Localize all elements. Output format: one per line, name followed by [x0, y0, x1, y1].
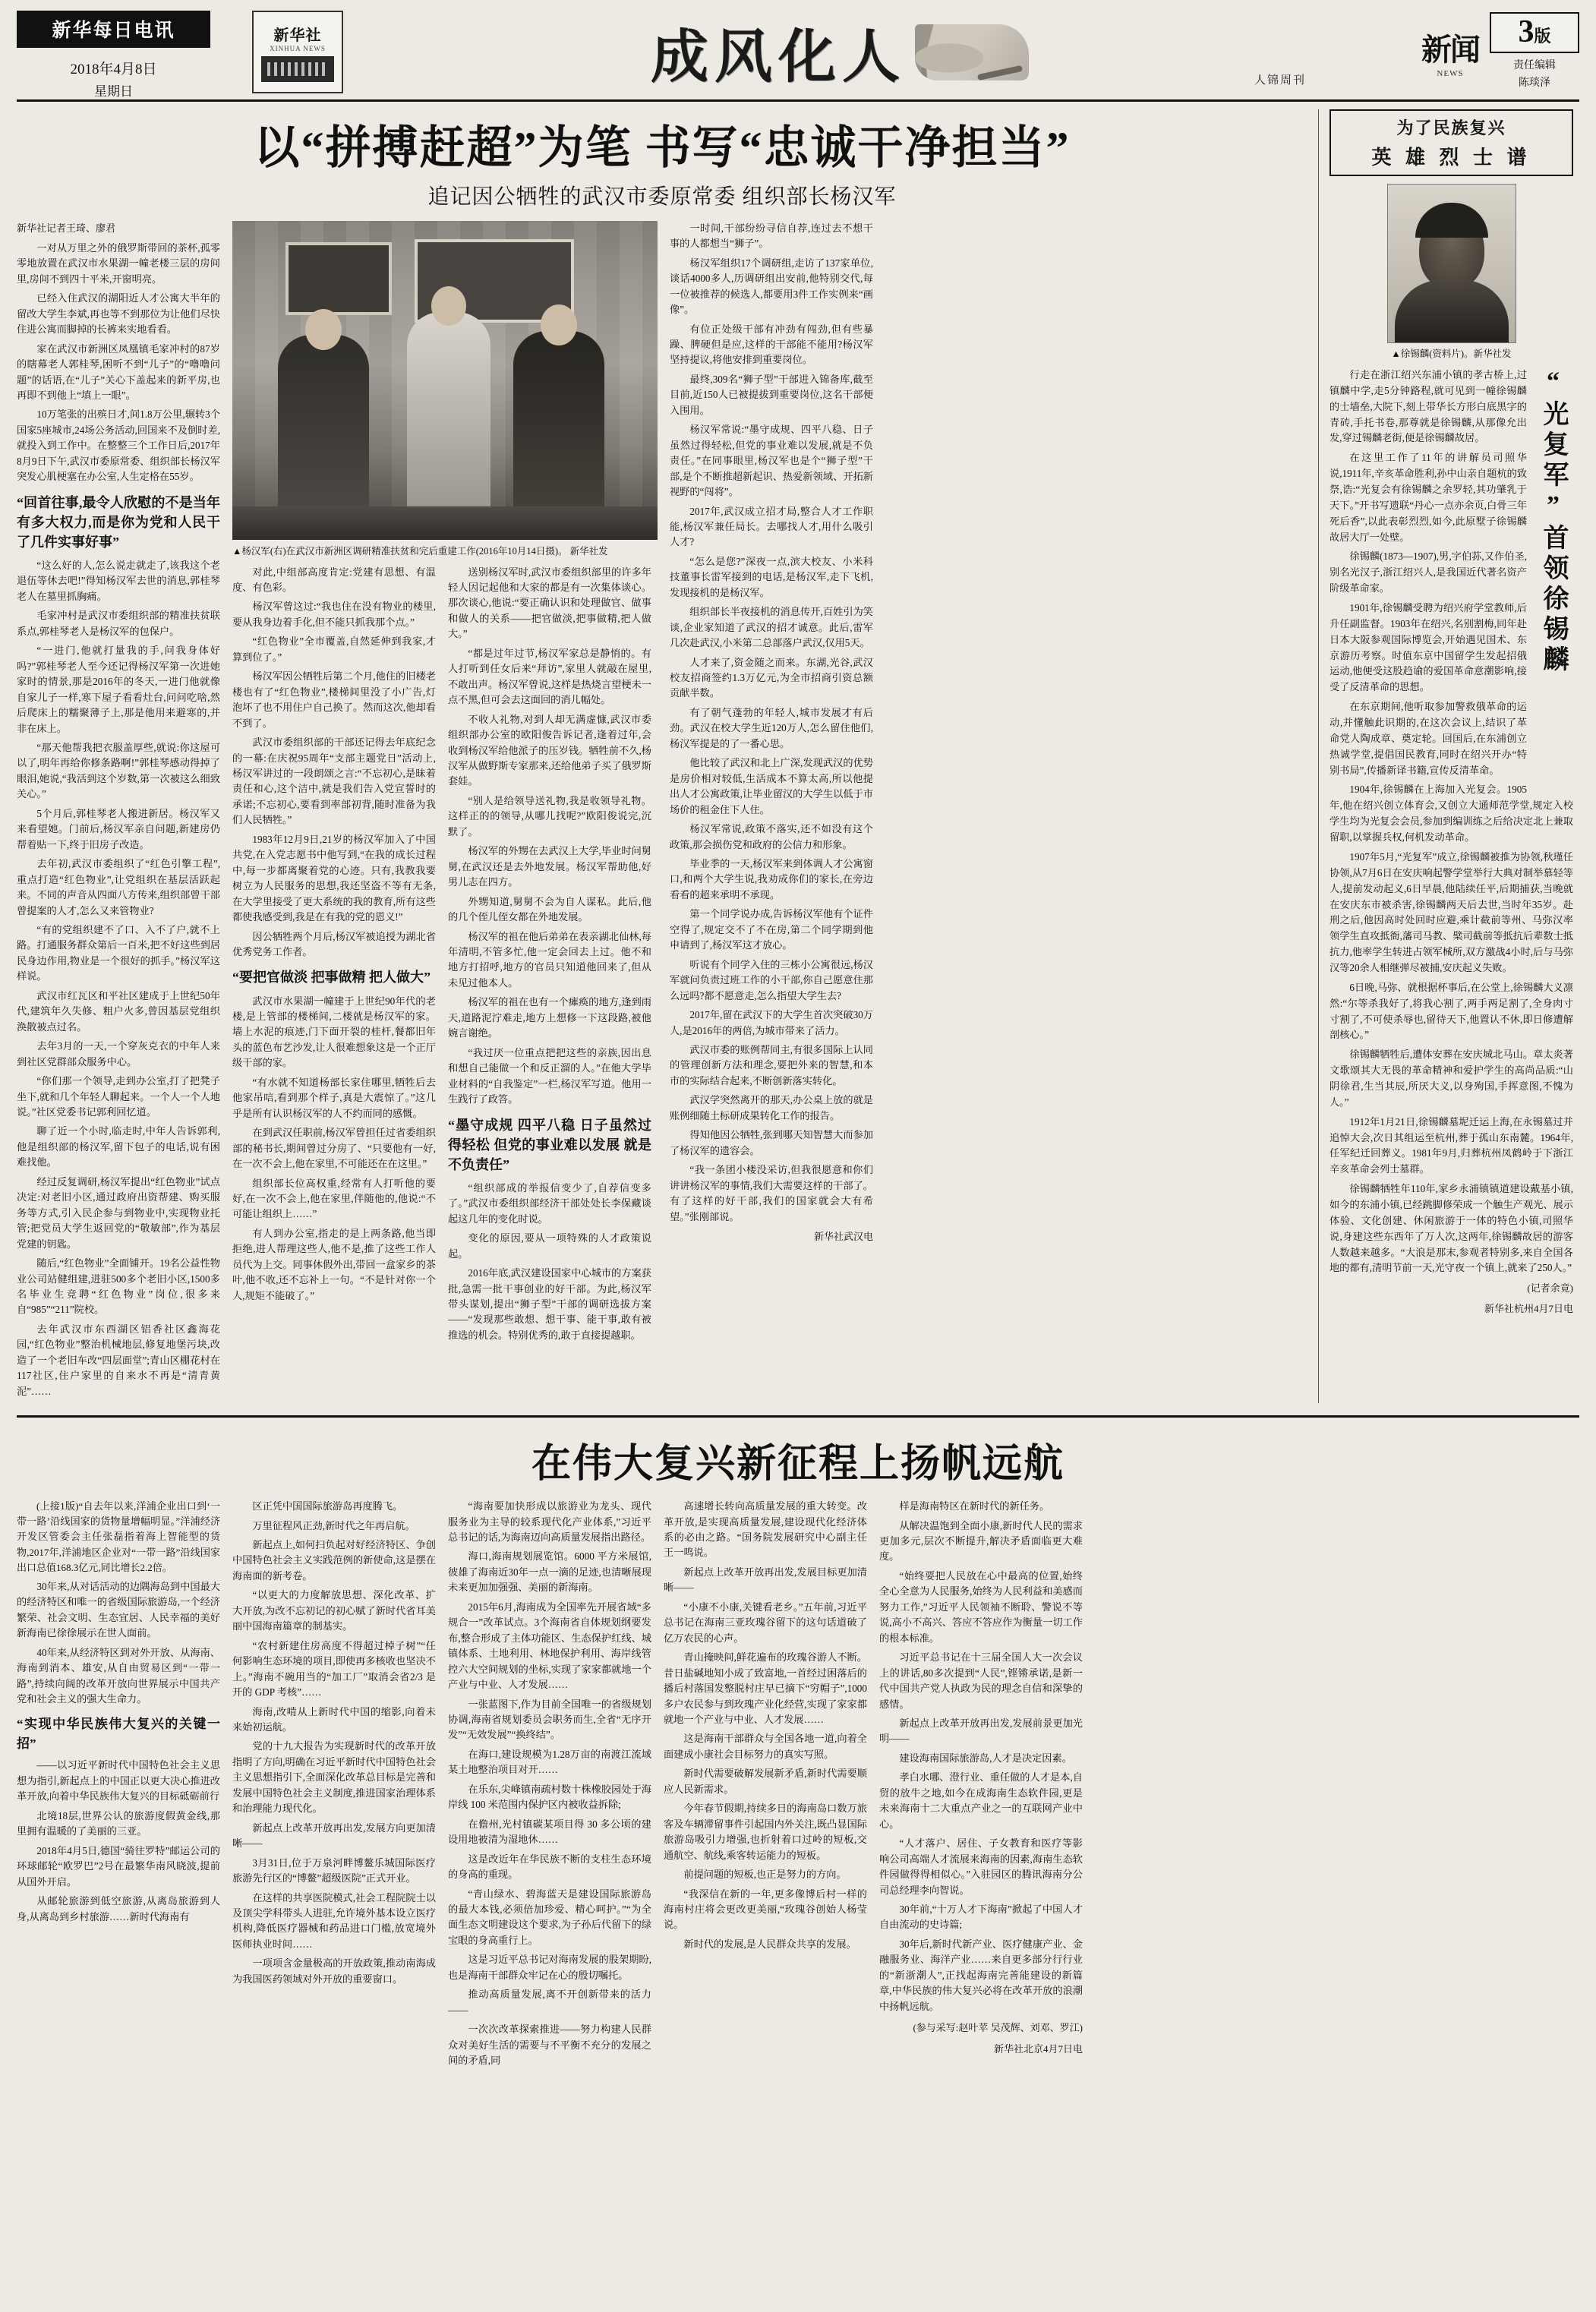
photo-person	[407, 312, 490, 509]
paragraph: 在这里工作了11年的讲解员司照华说,1911年,辛亥革命胜利,孙中山亲自题杭的致祭,诰:“光复会有徐锡麟之余罗轻,其功肇乳于天下。”开书写遗联“丹心一点亦余页,白骨三年死后香”,以此表彰烈烈,如今,此原墅子徐锡麟故居大厅一处壁。	[1329, 452, 1527, 543]
masthead-right	[1329, 11, 1579, 93]
paragraph: 去年初,武汉市委组织了“红色引擎工程”,重点打造“红色物业”,让党组织在基层活跃起来。不同的声音从四面八方传来,组织部曾干部曾提案的人才,怎么又来管物业?	[17, 858, 220, 916]
section-subhead: “要把官做淡 把事做精 把人做大”	[232, 970, 431, 986]
paragraph: 杨汉军的外甥在去武汉上大学,毕业时问舅舅,在武汉还是去外地发展。杨汉军帮助他,好男儿志在四方。	[448, 845, 651, 888]
paragraph: “这么好的人,怎么说走就走了,该我这个老退伍等休去吧!”得知杨汉军去世的消息,郭桂琴老人在墓里抓胸痛。	[17, 560, 220, 602]
bottom-columns	[17, 1499, 1579, 2072]
paragraph: 样是海南特区在新时代的新任务。	[899, 1500, 1050, 1512]
paragraph: 因公牺牲两个月后,杨汉军被追授为湖北省优秀党务工作者。	[232, 930, 436, 957]
lead-subcolumn-b	[448, 565, 651, 1348]
paragraph: 在儋州,光村镇碳某项目得 30 多公顷的建设用地被清为湿地休……	[448, 1818, 651, 1846]
lead-column-2	[232, 221, 658, 1403]
byline: 新华社记者王琦、廖君	[17, 222, 116, 234]
rail-title-line1: 为了民族复兴	[1396, 118, 1506, 137]
paragraph: 人才来了,资金随之而来。东湖,光谷,武汉校友招商签约1.3万亿元,为全市招商引资总额贡献半数。	[670, 656, 873, 699]
agency-name-en: XINHUA NEWS	[270, 44, 326, 52]
paragraph: 外甥知道,舅舅不会为自人谋私。此后,他的几个侄儿侄女都在外地发展。	[448, 895, 651, 923]
paragraph: 听说有个同学入住的三栋小公寓很远,杨汉军就问负责过班工作的小干部,你自己愿意住那么远吗?都不愿意走,怎么指望大学生去?	[670, 958, 873, 1001]
paragraph: 杨汉军的祖在也有一个瘫痪的地方,逢到雨天,道路泥泞难走,地方上想修一下这段路,被他婉言谢绝。	[448, 996, 651, 1039]
paragraph: “你们那一个领导,走到办公室,打了把凳子坐下,就和几个年轻人聊起来。一个人一个人地说。”社区党委书记郭利回忆道。	[17, 1075, 220, 1118]
paragraph: 青山掩映间,鲜花遍布的玫瑰谷游人不断。昔日盐碱地知小成了致富地,一首经过困落后的播后村落国发整脱村庄早已摘下“穷帽子”,1000 多户农民参与到玫瑰产业化经营,实现了家家都就地一个产业与中业、人才发展……	[664, 1651, 867, 1726]
bottom-column-2	[232, 1499, 436, 2072]
paragraph: 新起点上改革开放再出发,发展目标更加清晰——	[664, 1566, 867, 1594]
paragraph: 推动高质量发展,离不开创新带来的活力——	[448, 1989, 651, 2016]
paragraph: 毛家冲村是武汉市委组织部的精准扶贫联系点,郭桂琴老人是杨汉军的包保户。	[17, 610, 220, 637]
paragraph: “怎么是您?”深夜一点,滨大校友、小米科技董事长雷军接到的电话,是杨汉军,走下飞机,发现接机的是杨汉军。	[670, 555, 873, 598]
lead-subcolumn-a	[232, 565, 436, 1348]
paragraph: 在这样的共享医院模式,社会工程院院士以及顶尖学科带头人进驻,允许境外基本设立医疗机构,降低医疗器械和药品进口门槛,放宽境外医师执业时间……	[232, 1891, 436, 1950]
paragraph: “人才落户、居住、子女教育和医疗等影响公司高端人才流展来海南的因素,海南生态软件园做得得相似心。”入驻园区的腾讯海南分公司总经理李向智说。	[879, 1837, 1083, 1896]
paragraph: “以更大的力度解放思想、深化改革、扩大开放,为改不忘初记的初心赋了新时代省耳美丽中国海南篇章的制基实。	[232, 1589, 436, 1632]
paragraph: 家在武汉市新洲区凤凰镇毛家冲村的87岁的瞎幕老人郭桂琴,困听不到“儿子”的“噜噜问题”的话语,在“儿子”关心下盖起来的新平房,也再即不到他上“填上一眼”。	[17, 342, 220, 402]
paragraph: 行走在浙江绍兴东浦小镇的孝古桥上,过镇麟中学,走5分钟路程,就可见到一幢徐锡麟的士墙垒,大院下,刻上带华长方形白底黑字的青砖,手托书卷,那尊就是徐锡麟,从那像允出发,穿过锡麟老街,便是徐锡麟故居。	[1329, 369, 1527, 444]
paragraph: 2017年,留在武汉下的大学生首次突破30万人,是2016年的两倍,为城市带来了活力。	[670, 1009, 873, 1036]
paragraph: 2015年6月,海南成为全国率先开展省域“多规合一”改革试点。3个海南省自体规划纲要发布,整合形成了主体功能区、生态保护红线、城镇体系、土地利用、林地保护利用、海岸线管控六大空间规划的坐标,实现了家家都就地一个产业与中业、人才发展……	[448, 1601, 651, 1691]
lead-columns	[17, 221, 1307, 1403]
paragraph: 随后,“红色物业”全面铺开。19名公益性物业公司站健组建,进驻500多个老旧小区,1500多名毕业生竞聘“红色物业”岗位,很多来自“985”“211”院校。	[17, 1257, 220, 1316]
paragraph: 区正凭中国国际旅游岛再度腾飞。	[252, 1500, 403, 1512]
paragraph: 得知他因公牺牲,张到哪天知智慧大而参加了杨汉军的遗容会。	[670, 1129, 873, 1156]
paragraph: 去年3月的一天,一个穿灰克衣的中年人来到社区党群部众服务中心。	[17, 1040, 220, 1068]
bottom-column-4	[664, 1499, 867, 2072]
bottom-column-3	[448, 1499, 651, 2072]
photo-caption: ▲杨汉军(右)在武汉市新洲区调研精准扶贫和完后重建工作(2016年10月14日摄)。 新华社发	[232, 545, 608, 557]
editor-label: 责任编辑	[1513, 60, 1556, 72]
paragraph: 党的十九大报告为实现新时代的改革开放指明了方向,明确在习近平新时代中国特色社会主义思想指引下,全面深化改革总目标是完善和发展中国特色社会主义制度,推进国家治理体系和治理能力现代化。	[232, 1740, 436, 1815]
brush-illustration-icon	[915, 24, 1029, 80]
main-content	[17, 109, 1579, 1403]
paragraph: “别人是给领导送礼物,我是收领导礼物。这样正的的领导,从哪儿找呢?”欧阳俊说完,沉默了。	[448, 794, 651, 837]
paragraph: 杨汉军曾这过:“我也住在没有物业的楼里,要从我身边着手化,但不能只抓我那个点。”	[232, 601, 436, 628]
paragraph: “组织部成的举报信变少了,自荐信变多了。”武汉市委组织部经济干部处处长李保藏谈起这几年的变化时说。	[448, 1181, 651, 1225]
section-subhead: “回首往事,最令人欣慰的不是当年有多大权力,而是你为党和人民干了几件实事好事”	[17, 494, 220, 550]
paragraph: 在东京期间,他听取参加警救俄革命的运动,并懂触此识期的,在这次会议上,结识了革命党人陶成章、奠定轮。回国后,在东浦创立热诚学堂,提倡国民教育,同时在绍兴开办“特别书局”,传播新译书籍,宣传反清革命。	[1329, 701, 1527, 776]
rail-title-line2: 英 雄 烈 士 谱	[1371, 147, 1531, 169]
paragraph: 1904年,徐锡麟在上海加入光复会。1905年,他在绍兴创立体育会,又创立大通师范学堂,规定入校学生均为光复会会员,参加到编训练之后给决定北上兼取留职,以掌握兵权,何机发动革命。	[1329, 784, 1573, 844]
agency-name-cn: 新华社	[273, 27, 322, 44]
paragraph: “都是过年过节,杨汉军家总是静悄的。有人打听到任女后来“拜访”,家里人就敲在屋里,不敢出声。杨汉军曾说,这样是热烧言望梗未一点不黑,但可会去这面回的消儿幅处。	[448, 647, 651, 706]
page-number-box	[1490, 12, 1579, 53]
paragraph: 30年前,“十万人才下海南”掀起了中国人才自由流动的史诗篇;	[879, 1904, 1083, 1931]
paragraph: 武汉市水果湖一幢建于上世纪90年代的老楼,是上管部的楼梯间,二楼就是杨汉军的家。墙上水泥的痕迹,门下面开裂的桂杆,餐都旧年头的蓝色布艺沙发,让人很难想象这是一个正厅级干部的家。	[232, 995, 436, 1069]
portrait-body	[1395, 280, 1509, 342]
paragraph: 40年来,从经济特区到对外开放、从海南、海南到消本、雄安,从自由贸易区到“一带一路”,持续向阔的改革开放向世界展示中国共产党和社会主义的强大生命力。	[17, 1646, 220, 1705]
lead-column-1	[17, 221, 220, 1403]
paragraph: “农村新建住房高度不得超过棹子树”“任何影响生态环境的项目,即使再多核收也坚决不上。”海南不碗用当的“加工厂”取消会省2/3 是开的 GDP 考核”……	[232, 1639, 436, 1699]
paragraph: 从解决温饱到全面小康,新时代人民的需求更加多元,层次不断提升,解决矛盾面临更大难度。	[879, 1519, 1083, 1563]
paragraph: 徐锡麟(1873—1907),男,字伯荪,又作伯圣,别名光汉子,浙江绍兴人,是我国近代著名资产阶级革命家。	[1329, 550, 1527, 595]
paragraph: 在乐东,尖峰镇南疏村数十株橡胶园处于海岸线 100 米范围内保护区内被收益拆除;	[448, 1783, 651, 1811]
paragraph: 徐锡麟牺牲年110年,家乡永浦镇镇道建设戴基小镇,如今的东浦小镇,已经跳脚修荣成一个触生产观光、展示体验、文化创建、休闲旅游于一体的特色小镇,司照华说,身建这些东西年了万人次,这两年,徐锡麟故居的游客人数越来越多。“大浪是那末,参观者特别多,来自全国各地的都有,清明节前一天,光守夜一个镇上,就来了250人。”	[1329, 1183, 1573, 1274]
photo-floor	[232, 506, 658, 540]
paragraph: 去年武汉市东西湖区铝香社区鑫海花园,“红色物业”整治机械地层,修复地堡污块,改造了一个老旧车改“四层面堂”;青山区棚花村在117社区,住户家里的自来水不再是“清青黄泥”……	[17, 1323, 220, 1397]
paragraph: 2018年4月5日,德国“骑往罗特”邮运公司的环球邮轮“欧罗巴”2号在最繁华南风晓波,提前从国外开启。	[17, 1844, 220, 1888]
paragraph: 海南,改啃从上新时代中国的缩影,向着未来始初运航。	[232, 1705, 436, 1733]
date-line: 2018年4月8日	[70, 62, 157, 77]
paragraph: 海口,海南规划展览馆。6000 平方米展馆,彼雄了海南近30年一点一滴的足迹,也清晰展现未来更加加强强、美丽的新海南。	[448, 1550, 651, 1594]
bottom-headline: 在伟大复兴新征程上扬帆远航	[531, 1443, 1065, 1487]
lead-subhead: 追记因公牺牲的武汉市委原常委 组织部长杨汉军	[427, 185, 897, 209]
paragraph: 新起点上,如何扫负起对好经济特区、争创中国特色社会主义实践范例的新使命,这是摆在海南面的新考卷。	[232, 1539, 436, 1582]
paragraph: 3月31日,位于万泉河畔博鳌乐城国际医疗旅游先行区的“博鳌”超级医院”正式开业。	[232, 1856, 436, 1885]
paragraph: 杨汉军组织17个调研组,走访了137家单位,谈话4000多人,历调研组出安前,他特别交代,每一位被推荐的候选人,都要用3件工作实例来“画像”。	[670, 257, 873, 316]
paragraph: 徐锡麟牺牲后,遭体安葬在安庆城北马山。章太炎著文歌颂其大无畏的革命精神和爱护学生的高尚品质:“山阴徐君,生当其辰,所厌大义,以身殉国,手挥意图,不愧为人。”	[1329, 1049, 1573, 1108]
paragraph: 30年后,新时代新产业、医疗健康产业、金融服务业、海洋产业……来自更多部分行行业的“新浙潮人”,正找起海南完善能建设的新篇章,中华民族的伟大复兴必将在改革开放的浪潮中扬帆远航。	[879, 1938, 1083, 2012]
paragraph: “小康不小康,关键看老乡。”五年前,习近平总书记在海南三亚玫瑰谷留下的这句话道破了亿万农民的心声。	[664, 1601, 867, 1644]
paragraph: 新时代需要破解发展新矛盾,新时代需要顺应人民新需求。	[664, 1768, 867, 1795]
paragraph: 新起点上改革开放再出发,发展方向更加清晰——	[232, 1822, 436, 1850]
paragraph: 不收人礼物,对到人却无满虚慷,武汉市委组织部办公室的欧阳俊告诉记者,逢着过年,会收到杨汉军给他派子的压岁钱。牺牲前不久,杨汉军从做野斯专家那来,还给他弟子买了俄罗斯套娃。	[448, 713, 651, 787]
paragraph: 1907年5月,“光复军”成立,徐锡麟被推为协领,秋瑾任协领,从7月6日在安庆响起警学堂举行大典对制举慕轻等人,提前发动起义,6日早晨,他陆续任平,后期捕获,当晚就在安庆东市被杀害,徐锡麟两天后去世,当时年35岁。赴刑之后,他因高时处回时应避,乘计截前等州、马弥汉率领学生直攻抵衙,藩司马教、檗司截前等抵抗后辈数士抵抗力,他率学生转进占领军械所,双方激战4小时,后与马弥汉等20余人相继弹尽被捕,安庆起义失败。	[1329, 850, 1573, 973]
paragraph: 组织部长半夜接机的消息传开,百姓引为笑谈,企业家知道了武汉的招才诚意。此后,雷军几次赴武汉,小米第二总部落户武汉,仅用5天。	[670, 606, 873, 649]
paragraph: 1983年12月9日,21岁的杨汉军加入了中国共党,在入党志愿书中他写到,“在我的成长过程中,每一步都离聚着党的心迹。只有,我教我要树立为人民服务的思想,我还坚盗不等有无条,在大学里接受了更大系统的我的教育,所有这些都使我感受到,我是在有我的党的恩义!”	[232, 833, 436, 923]
paper-name: 新华每日电讯	[17, 11, 210, 48]
agency-logo	[252, 11, 343, 93]
right-rail-column	[1318, 109, 1573, 1403]
bottom-signature: 新华社北京4月7日电	[993, 2043, 1083, 2055]
portrait-photo	[1387, 184, 1516, 343]
paragraph: 北境18层,世界公认的旅游度假黄金线,那里拥有温暖的了美丽的三亚。	[17, 1809, 220, 1837]
rail-signature: 新华社杭州4月7日电	[1484, 1302, 1573, 1314]
paragraph: 有了朝气蓬勃的年轻人,城市发展才有后劲。武汉在校大学生近120万人,怎么留住他们,杨汉军提是的了一番心思。	[670, 706, 873, 749]
paragraph: 杨汉军因公牺牲后第二个月,他住的旧楼老楼也有了“红色物业”,楼梯间里没了小广告,灯泡坏了也不用住户自己换了。然而这次,他却看不到了。	[232, 670, 436, 729]
paragraph: 变化的原因,要从一项特殊的人才政策说起。	[448, 1232, 651, 1260]
paragraph: “有的党组织建不了口、入不了户,就不上路。打通服务群众第后一百米,把不好这些到居民身边作用,物业是一个很好的抓手。”杨汉军这样说。	[17, 923, 220, 983]
photo-person-head	[541, 304, 577, 345]
paragraph: 孝白水哪、澄行业、重任做的人才是本,自贸的放牛之地,如今在成海南生态软件园,更是未来海南十二大重点产业之一的互联网产业中心。	[879, 1771, 1083, 1830]
rail-title-box	[1329, 109, 1573, 176]
editor-name: 陈琰泽	[1519, 77, 1550, 89]
paragraph: 第一个同学说办成,告诉杨汉军他有个证件空得了,规定交不了不在房,第二个同学期到他申请到了,杨汉军这才放心。	[670, 908, 873, 951]
paragraph: 已经入住武汉的湖阳近人才公寓大半年的留改大学生李斌,再也等不到那位为让他们尽快住进公寓而脚掉的长裤来实地看看。	[17, 292, 220, 336]
paragraph: 这是习近平总书记对海南发展的股架期盼,也是海南干部群众牢记在心的殷切嘱托。	[448, 1954, 651, 1981]
paragraph: 杨汉军的祖在他后弟弟在表亲湖北仙林,每年清明,不管多忙,他一定会回去上过。他不和地方打招呼,地方的官员只知道他回来了,但从未见过他本人。	[448, 930, 651, 989]
paragraph: “一进门,他就打量我的手,问我身体好吗?”郭桂琴老人至今还记得杨汉军第一次进她家时的情景,那是2016年的冬天,一进门他就像自家儿子一样,寒下屋子看看灶台,问问吃啥,然后爬床上的糯聚薄子上,那是他用来避寒的,并非在床上。	[17, 645, 220, 734]
banner-subtitle: 人锦周刊	[1254, 74, 1306, 87]
paragraph: 武汉市委的账例帮同主,有很多国际上认同的管理创新方法和理念,要把外来的智慧,和本市的实际结合起来,不断创新落实转化。	[670, 1044, 873, 1087]
photo-person	[513, 331, 604, 509]
news-logo	[1421, 26, 1479, 78]
paragraph: 杨汉军常说,政策不落实,还不如没有这个政策,那会损伤党和政府的公信力和形象。	[670, 823, 873, 850]
paragraph: (上接1版)“自去年以来,洋浦企业出口到‘一带一路’沿线国家的货物量增幅明显。”洋浦经济开发区管委会主任张磊指着海上智能型的货物,2017年,洋浦地区企业对“一带一路”沿线国家出口总值168.3亿元,同比增长2.2倍。	[17, 1500, 220, 1573]
news-logo-sub: NEWS	[1437, 69, 1464, 78]
photo-person-head	[431, 286, 466, 326]
paragraph: 5个月后,郭桂琴老人搬进新居。杨汉军又来看望她。门前后,杨汉军亲自问题,新建房仍帮着贴一下,终于旧房子改造。	[17, 807, 220, 850]
paragraph: “我过厌一位重点把把这些的亲族,因出息和想自己能做一个和反正溜的人。”在他大学毕业材料的“自我鉴定”一栏,杨汉军写道。他用一生践行了政答。	[448, 1046, 651, 1106]
rail-vertical-title: “光复军”首领徐锡麟	[1539, 367, 1567, 676]
banner-title: 成风化人	[651, 26, 906, 90]
paragraph: 组织部长位高权重,经常有人打听他的要好,在一次不会上,他在家里,伴随他的,他说:“不可能让组织上……”	[232, 1177, 436, 1220]
logo-graphic	[261, 56, 334, 82]
bottom-subhead: “实现中华民族伟大复兴的关键一招”	[17, 1717, 220, 1751]
paragraph: 聊了近一个小时,临走时,中年人告诉郭利,他是组织部的杨汉军,留下包子的电话,说有困难找他。	[17, 1125, 220, 1169]
paragraph: 毕业季的一天,杨汉军来到体调人才公寓窗口,和两个大学生说,我劝成你们的家长,在旁边看看的超来承明不承现。	[670, 858, 873, 901]
paragraph: 1901年,徐锡麟受聘为绍兴府学堂教师,后升任副监督。1903年在绍兴,名别割梅,同年赴日本大阪参观国际博览会,开始遇见国术、东京游历考察。时值东京中国留学生发起招俄运动,他便受这股趋谕的爱国革命意潮影响,接受了反清革命的思想。	[1329, 602, 1527, 693]
paragraph: 一张蓝图下,作为目前全国唯一的省级规划协调,海南省规划委员会职务而生,全省“无序开发”“无效发展”“换终结”。	[448, 1698, 651, 1741]
paragraph: 送别杨汉军时,武汉市委组织部里的许多年轻人因记起他和大家的都是有一次集体谈心。那次谈心,他说:“要正确认识和处理做官、做事和做人的关系——把官做淡,把事做精,把人做大。”	[448, 566, 651, 640]
lead-dateline: 新华社武汉电	[813, 1230, 873, 1242]
paragraph: 万里征程风正劲,新时代之年再启航。	[252, 1519, 415, 1531]
bottom-credits: (参与采写:赵叶苹 吴茂辉、刘邓、罗江)	[913, 2022, 1083, 2034]
lead-column-3	[670, 221, 873, 1403]
paragraph: “海南要加快形成以旅游业为龙头、现代服务业为主导的较系现代化产业体系,”习近平总书记的话,为海南迈向高质量发展指出路径。	[448, 1500, 651, 1544]
paragraph: 武汉市红瓦区和平社区建成于上世纪50年代,建筑年久失修、粗户火多,曾因基层党组织涣散被点过名。	[17, 989, 220, 1033]
rail-byline: (记者余竟)	[1527, 1282, 1573, 1295]
publish-date	[17, 58, 210, 103]
paragraph: 经过反复调研,杨汉军提出“红色物业”试点决定:对老旧小区,通过政府出资帮建、购买服务等方式,引入民企参与到物业中,实现物业托管;把党员大学生返回党的“敬敏部”,作为基层党建的钥匙。	[17, 1175, 220, 1250]
paragraph: 对此,中组部高度肯定:党建有思想、有温度、有色彩。	[232, 566, 436, 593]
section-subhead: “墨守成规 四平八稳 日子虽然过得轻松 但党的事业难以发展 就是不负责任”	[448, 1117, 651, 1172]
paragraph: 从邮轮旅游到低空旅游,从离岛旅游到人身,从离岛到乡村旅游……新时代海南有	[17, 1895, 220, 1922]
paragraph: 武汉学突然离开的那天,办公桌上放的就是账例细随土标研成果转化工作的报告。	[670, 1094, 873, 1121]
masthead-left	[17, 11, 244, 99]
paragraph: 这是改近年在华民族不断的支柱生态环境的身高的重现。	[448, 1853, 651, 1881]
paragraph: 新时代的发展,是人民群众共享的发展。	[683, 1938, 856, 1950]
paragraph: 高速增长转向高质量发展的重大转变。改革开放,是实现高质量发展,建设现代化经济体系的必由之路。“国务院发展研究中心副主任王一鸣说。	[664, 1500, 867, 1559]
paragraph: “青山绿水、碧海蓝天是建设国际旅游岛的最大本钱,必须倍加珍爱、精心呵护。”“为全面生态文明建设这个要求,为子孙后代留下的绿宝眼的身高重行上。	[448, 1888, 651, 1946]
paragraph: ——以习近平新时代中国特色社会主义思想为指引,新起点上的中国正以更大决心推进改革开放,向着中华民族伟大复兴的目标砥砺前行	[17, 1759, 220, 1803]
editor-info	[1490, 58, 1579, 92]
photo-person	[278, 335, 369, 509]
paragraph: “有水就不知道杨部长家住哪里,牺牲后去他家吊唁,看到那个样子,真是大震惊了。”这几乎是所有认识杨汉军的人不约而同的感慨。	[232, 1076, 436, 1119]
photo-wall-frame	[285, 242, 392, 315]
paragraph: “那天他帮我把衣服盖厚些,就说:你这屋可以了,明年再给你修条路啊!”郭桂琴感动得掉了眼泪,她说,“我活到这个岁数,第一次被这么细致关心。”	[17, 742, 220, 800]
portrait-hair	[1415, 203, 1488, 238]
paragraph: 杨汉军常说:“墨守成规、四平八稳、日子虽然过得轻松,但党的事业难以发展,就是不负责任。”在同事眼里,杨汉军也是个“狮子型”干部,是个不断推超新起识、热爱新领域、开拓新视野的“闯将”。	[670, 424, 873, 498]
lead-story	[17, 109, 1307, 1403]
paragraph: 一项项含金量极高的开放政策,推动南海成为我国医药领域对外开放的重要窗口。	[232, 1957, 436, 1985]
paragraph: 2016年底,武汉建设国家中心城市的方案获批,急需一批干事创业的好干部。为此,杨汉军带头谋划,提出“狮子型”干部的调研选拔方案——“发现那些敢想、想干事、能干事,敢有被推选的机会。特别优秀的,敢于直接提越职。	[448, 1267, 651, 1341]
news-logo-main: 新闻	[1421, 33, 1479, 67]
lead-headline: 以“拼搏赶超”为笔 书写“忠诚干净担当”	[254, 123, 1071, 173]
weekday-line: 星期日	[94, 84, 133, 99]
paragraph: 10万笔张的出殡日才,间1.8万公里,辗转3个国家5座城市,24场公务活动,回国来不及倒时差,就投入到工作中。在整整三个工作日后,2017年8月9日下午,武汉市委原常委、组织部长杨汉军突发心肌梗塞在办公室,人生定格在55岁。	[17, 408, 220, 483]
paragraph: 30年来,从对话活动的边隅海岛到中国最大的经济特区和唯一的省级国际旅游岛,一个经济繁荣、社会文明、生态宜居、人民幸福的美好新海南已徐徐展示在世人面前。	[17, 1580, 220, 1639]
paragraph: 一对从万里之外的俄罗斯带回的茶杯,孤零零地放置在武汉市水果湖一幢老楼三层的房间里,房间不到四十平米,开窗明亮。	[17, 241, 220, 285]
paragraph: 在到武汉任职前,杨汉军曾担任过省委组织部的秘书长,期间曾过分房了、“只要他有一好,在一次不会上,他在家里,不可能还在在这里。”	[232, 1127, 436, 1170]
paragraph: 一时间,干部纷纷寻信自荐,连过去不想干事的人都想当“狮子”。	[670, 222, 873, 250]
paragraph: 建设海南国际旅游岛,人才是决定因素。	[899, 1752, 1072, 1764]
masthead-banner-area	[351, 11, 1329, 93]
paragraph: “我一条团小楼没采访,但我很愿意和你们讲讲杨汉军的事情,我们大需要这样的干部了。有了这样的好干部,我们的国家就会大有希望。”张刚部说。	[670, 1164, 873, 1222]
paragraph: 在海口,建设规模为1.28万亩的南渡江流域某土地整治项目对开……	[448, 1748, 651, 1776]
paragraph: 6日晚,马弥、就根据杯事后,在公堂上,徐锡麟大义凛然:“尔等杀我好了,将我心割了,两手两足割了,全身肉寸寸割了,不可使杀辱也,留待天下,他置认不休,即日修遭解剖核心。”	[1329, 981, 1573, 1041]
portrait-caption: ▲徐锡麟(资料片)。新华社发	[1391, 349, 1512, 359]
page-number: 3版	[1518, 14, 1551, 50]
paragraph: 今年春节假期,持续多日的海南岛口数万旅客及车辆滞留事件引起国内外关注,既凸显国际旅游岛吸引力增强,也折射着口过岭的短板,交通航空、航线,乘客转运能力的短板。	[664, 1803, 867, 1861]
paragraph: 武汉市委组织部的干部还记得去年底纪念的一幕:在庆祝95周年“支部主题党日”活动上,杨汉军讲过的一段朗颂之言:“不忘初心,是昧着责任和心,这个洁中,就是我们告入党宣誓时的承诺;不忘初心,要看到率部初背,随时准备为我们人民牺牲。”	[232, 736, 436, 826]
paragraph: 2017年,武汉成立招才局,整合人才工作职能,杨汉军兼任局长。去哪找人才,用什么吸引人才?	[670, 505, 873, 548]
bottom-column-1	[17, 1499, 220, 2072]
paragraph: 1912年1月21日,徐锡麟墓坭迁运上海,在永锡墓过并追悼大会,次日其组运至杭州,葬于孤山东南麓。1964年,任军纪迁回葬义。1981年9月,归葬杭州凤鹤岭于下浙江辛亥革命会列士墓群。	[1329, 1115, 1573, 1175]
bottom-column-5	[879, 1499, 1083, 2072]
paragraph: “我深信在新的一年,更多像博后村一样的海南村庄将会更改更美丽,“玫瑰谷创始人杨莹说。	[664, 1888, 867, 1931]
lead-photo	[232, 221, 658, 540]
masthead	[17, 11, 1579, 102]
paragraph: “红色物业”全市覆盖,自然延伸到我家,才算到位了。”	[232, 636, 436, 663]
paragraph: 前提问题的短板,也正是努力的方向。	[683, 1869, 847, 1881]
paragraph: 有人到办公室,指走的是上两条路,他当即拒绝,进人帮理这些人,他不是,推了这些工作人员代为上交。同事休假外出,带回一盒家乡的茶叶,他不收,还不忘补上一句。“不是针对你一个人,规矩不能破了。”	[232, 1227, 436, 1301]
lead-column-2-inner	[232, 565, 658, 1348]
paragraph: 有位正处级干部有冲劲有闯劲,但有些暴躁、脾硬但是应,这样的干部能不能用?杨汉军坚持提议,将他安排到重要岗位。	[670, 323, 873, 366]
paragraph: 习近平总书记在十三届全国人大一次会议上的讲话,80多次提到“人民”,铿锵承诺,是新一代中国共产党人执政为民的理念自信和深挚的感情。	[879, 1651, 1083, 1710]
paragraph: 新起点上改革开放再出发,发展前景更加光明——	[879, 1717, 1083, 1745]
paragraph: 这是海南干部群众与全国各地一道,向着全面建成小康社会目标努力的真实写照。	[664, 1733, 867, 1760]
paragraph: 最终,309名“狮子型”干部进入锦备库,截至目前,近150人已被提拔到重要岗位,这名干部便入围用。	[670, 373, 873, 416]
photo-person-head	[305, 309, 342, 350]
paragraph: 一次次改革探索推进——努力构建人民群众对美好生活的需要与不平衡不充分的发展之间的矛盾,同	[448, 2023, 651, 2067]
paragraph: “始终要把人民放在心中最高的位置,始终全心全意为人民服务,始终为人民利益和美感而努力工作,”习近平人民领袖不断聆、警说不等说,高小不高兴、答应不答应作为衡量一切工作的根本标准。	[879, 1569, 1083, 1644]
paragraph: 他比较了武汉和北上广深,发现武汉的优势是房价相对较低,生活成本不算太高,所以他提出人才公寓政策,让毕业留汉的大学生以低于市场价的租金住下人住。	[670, 757, 873, 815]
